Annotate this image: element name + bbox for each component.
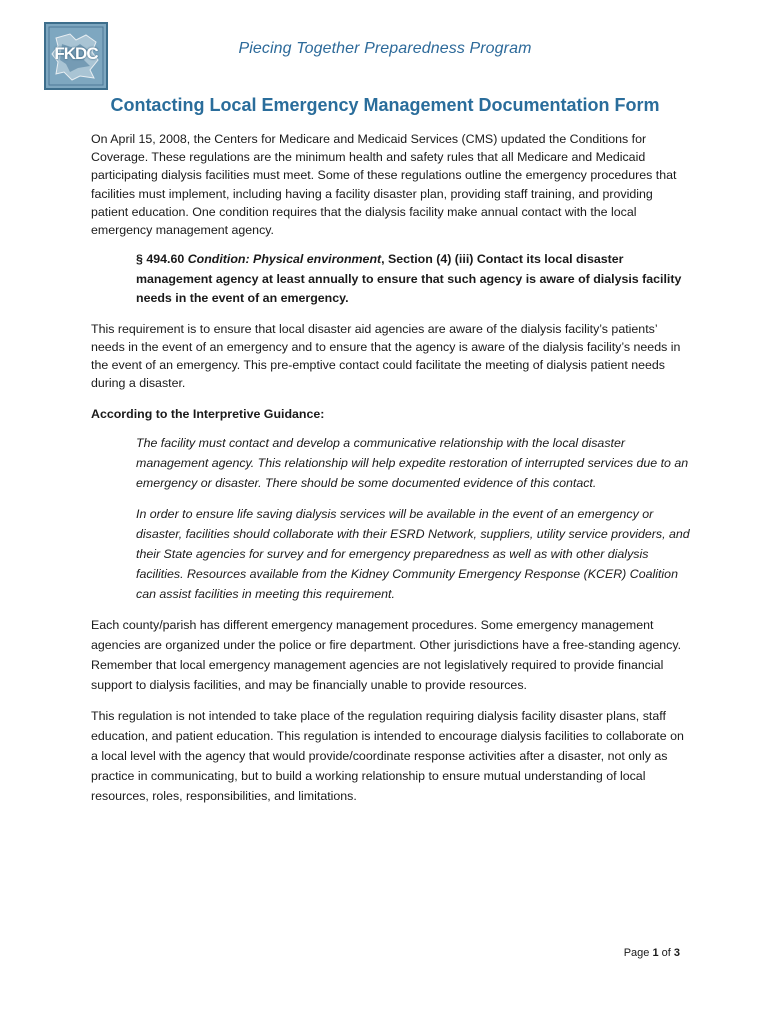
- intro-paragraph: On April 15, 2008, the Centers for Medicare and Medicaid Services (CMS) updated the Conditions for Coverage. These regulations are the minimum health and safety rules that all Medicare and Medicaid participating dialysis facilities must meet. Some of these regulations outline the emergency procedures that facilities must implement, including having a facility disaster plan, providing staff training, and providing patient education. One condition requires that the dialysis facility make annual contact with the local emergency management agency.: [91, 132, 677, 238]
- regulation-text: , Section (4) (iii) Contact its local disaster management agency at least annually to ensure that such agency is aware of dialysis facility needs in the event of an emergency.: [136, 252, 682, 306]
- document-body: [91, 130, 691, 807]
- program-title: Piecing Together Preparedness Program: [238, 40, 532, 57]
- page-number: [624, 947, 680, 959]
- county-paragraph: Each county/parish has different emergency management procedures. Some emergency management agencies are organized under the police or fire department. Other jurisdictions have a free-standing agency. Remember that local emergency management agencies are not legislatively required to provide financial support to dialysis facilities, and may be financially unable to provide resources.: [91, 617, 682, 693]
- guidance-paragraph-1: The facility must contact and develop a communicative relationship with the local disaster management agency. This relationship will help expedite restoration of interrupted services due to an emergency or disaster. There should be some documented evidence of this contact.: [136, 435, 689, 490]
- current-page: 1: [652, 947, 659, 959]
- closing-paragraph: This regulation is not intended to take place of the regulation requiring dialysis facility disaster plans, staff education, and patient education. This regulation is intended to encourage dialysis facilities to collaborate on a local level with the agency that would provide/coordinate response activities after a disaster, not only as practice in communicating, but to build a working relationship to ensure mutual understanding of local resources, roles, responsibilities, and limitations.: [91, 708, 684, 804]
- page-label: Page: [623, 947, 653, 959]
- logo-text: FKDC: [54, 44, 98, 63]
- document-title: Contacting Local Emergency Management Documentation Form: [110, 95, 660, 115]
- total-pages: 3: [673, 947, 680, 959]
- regulation-section: § 494.60: [136, 252, 188, 267]
- guidance-heading: According to the Interpretive Guidance:: [91, 406, 325, 421]
- regulation-quote: [91, 250, 691, 309]
- regulation-condition: Condition: Physical environment: [187, 252, 382, 267]
- requirement-paragraph: This requirement is to ensure that local disaster aid agencies are aware of the dialysis facility’s patients’ needs in the event of an emergency and to ensure that the agency is aware of the dialysis facility’s needs in the event of an emergency. This pre-emptive contact could facilitate the meeting of dialysis patient needs during a disaster.: [91, 321, 681, 391]
- guidance-paragraph-2: In order to ensure life saving dialysis services will be available in the event of an emergency or disaster, facilities should collaborate with their ESRD Network, suppliers, utility service providers, and their State agencies for survey and for emergency preparedness as well as with other dialysis facilities. Resources available from the Kidney Community Emergency Response (KCER) Coalition can assist facilities in meeting this requirement.: [136, 506, 690, 601]
- of-label: of: [658, 947, 674, 959]
